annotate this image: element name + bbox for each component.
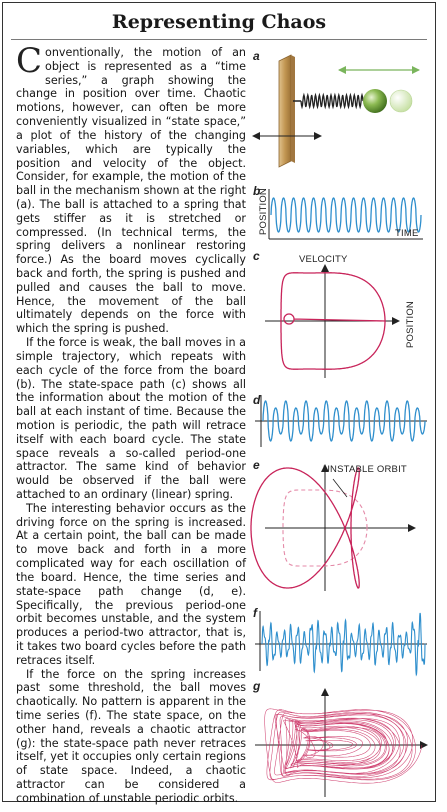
statespace-g xyxy=(255,689,427,797)
axis-c-velocity-label: VELOCITY xyxy=(299,254,348,265)
figure-box xyxy=(2,2,436,805)
panel-label-d: d xyxy=(253,393,261,407)
figure-title: Representing Chaos xyxy=(111,11,327,33)
axis-c-position-label: POSITION xyxy=(405,301,416,348)
timeseries-b xyxy=(258,188,423,239)
mechanism-diagram xyxy=(253,55,419,167)
figure-graphics xyxy=(3,3,435,801)
panel-label-g: g xyxy=(253,679,261,693)
panel-label-b: b xyxy=(253,184,261,198)
timeseries-f xyxy=(255,611,427,675)
paragraph-3: The interesting behavior occurs as the driving force on the spring is increased. At a certain point, the ball can be made to move back and forth in a more complicated way for each oscillation of the board. Hence, the time series and state-space path change (d, e). Specifically, the previous period-one orbit becomes unstable, and the system produces a period-two attractor, that is, it takes two board cycles before the path retraces itself. xyxy=(16,501,246,667)
unstable-orbit-label: UNSTABLE ORBIT xyxy=(323,464,407,475)
timeseries-b-curve xyxy=(271,198,421,232)
axis-b-position-label: POSITION xyxy=(258,188,269,235)
axis-b-time-label: TIME xyxy=(395,228,419,239)
statespace-c xyxy=(265,254,416,378)
spring xyxy=(301,95,363,107)
timeseries-d xyxy=(255,395,427,447)
drop-cap: C xyxy=(16,41,43,81)
panel-label-c: c xyxy=(253,249,260,263)
board-edge xyxy=(291,55,295,163)
panel-label-f: f xyxy=(253,606,257,620)
statespace-e xyxy=(251,464,415,591)
ghost-ball xyxy=(390,90,412,112)
paragraph-1-text: onventionally, the motion of an object is represented as a “time series,” a graph showing the change in position over time. Chaotic motions, however, can often be more conveniently visualized in “state space,” a plot of the history of the changing variables, which are typically the position and velocity of the object. Consider, for example, the motion of the ball in the mechanism shown at the right (a). The ball is attached to a spring that gets stiffer as it is stretched or compressed. (In technical terms, the spring delivers a nonlinear restoring force.) As the board moves cyclically back and forth, the spring is pushed and pulled and causes the ball to move. Hence, the movement of the ball ultimately depends on the force with which the spring is pushed. xyxy=(16,46,246,336)
paragraph-4: If the force on the spring increases past some threshold, the ball moves chaotically. No pattern is apparent in the time series (f). The state space, on the other hand, reveals a chaotic attractor (g): the state-space path never retraces itself, yet it occupies only certain regions of state space. Indeed, a chaotic attractor can be considered a combination of unstable periodic orbits. xyxy=(16,667,246,805)
panel-label-a: a xyxy=(253,49,260,63)
paragraph-2: If the force is weak, the ball moves in a simple trajectory, which repeats with each cycle of the force from the board (b). The state-space path (c) shows all the information about the motion of the ball at each instant of time. Because the motion is periodic, the path will retrace itself with each board cycle. The state space reveals a so-called period-one attractor. The same kind of behavior would be observed if the ball were attached to an ordinary (linear) spring. xyxy=(16,336,246,501)
board xyxy=(279,55,291,167)
chaotic-attractor xyxy=(265,709,422,783)
ball xyxy=(363,89,387,113)
unstable-orbit-pointer xyxy=(333,479,347,497)
panel-label-e: e xyxy=(253,458,260,472)
